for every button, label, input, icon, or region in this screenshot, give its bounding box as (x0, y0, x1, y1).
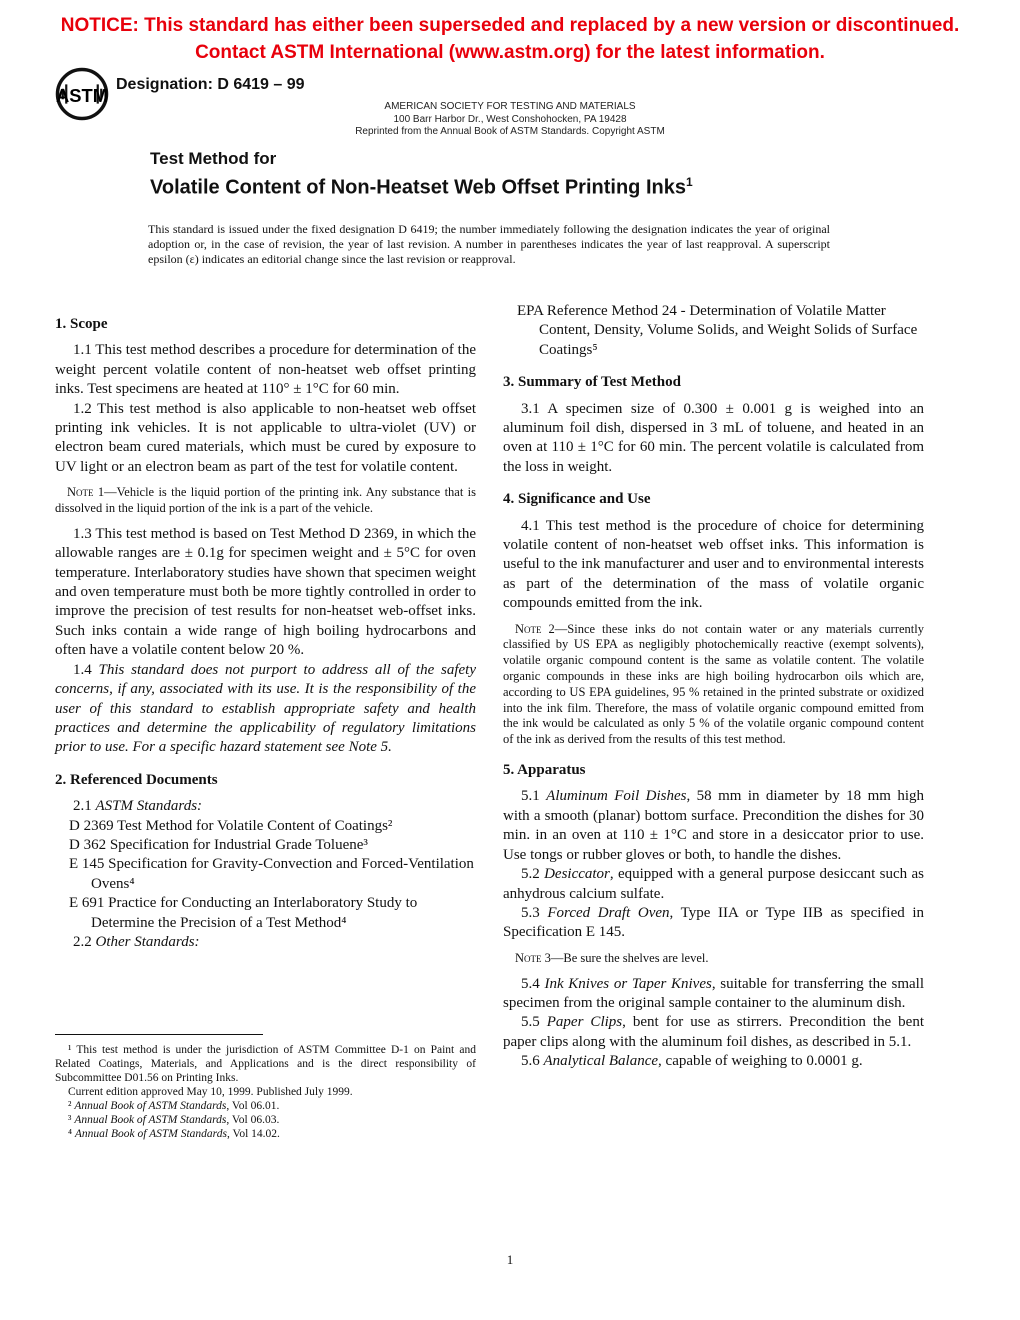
text-run: 1.3 This test method is based on Test Method D 2369, in which the allowable ranges are ± 0.1g for specimen weight and ± 5°C for oven temperature. Interlaboratory studies have shown that specimen weight and oven temperature must both be more tightly controlled in order to improve the precision of test results for non-heatset web-offset inks. Such inks contain a wide range of high boiling hydrocarbons and often have a volatile content below 20 %. (55, 525, 476, 659)
society-address: 100 Barr Harbor Dr., West Conshohocken, PA 19428 (393, 113, 627, 125)
doc-title-text: Volatile Content of Non-Heatset Web Offset Printing Inks (150, 176, 686, 199)
italic-text: Forced Draft Oven (547, 904, 670, 921)
text-run: ⁴ (68, 1128, 75, 1140)
doc-title-line2 (150, 169, 693, 201)
paragraph (55, 341, 476, 399)
text-run: EPA Reference Method 24 - Determination of Volatile Matter Content, Density, Volume Solids, and Weight Solids of Surface Coatings⁵ (517, 303, 918, 358)
reference-item (55, 855, 476, 894)
footnote-list (55, 1043, 476, 1141)
italic-text: Annual Book of ASTM Standards (74, 1128, 227, 1140)
note (55, 485, 476, 517)
text-run: 1. Scope (55, 316, 108, 332)
left-column (55, 302, 476, 952)
italic-text: This standard does not purport to address all of the safety concerns, if any, associated with its use. It is the responsibility of the user of this standard to establish appropriate safety and health practices and determine the applicability of regulatory limitations prior to use. For a specific hazard statement see Note 5. (55, 661, 477, 756)
superseded-notice (0, 12, 1020, 66)
paragraph (503, 400, 924, 478)
text-run: 5.4 (521, 975, 545, 992)
paragraph (503, 865, 924, 904)
text-run: E 691 Practice for Conducting an Interlaboratory Study to Determine the Precision of a Test Method⁴ (69, 895, 418, 931)
text-run: 5. Apparatus (503, 762, 586, 779)
text-run: , Vol 14.02. (226, 1128, 280, 1140)
footnote (55, 1127, 476, 1141)
section-heading (55, 315, 476, 334)
note-label: Note 3 (515, 950, 551, 965)
text-run: ¹ This test method is under the jurisdiction of ASTM Committee D-1 on Paint and Related Coatings, Materials, and Applications and is the direct responsibility of Subcommittee D01.56 on Printing Inks. (55, 1044, 476, 1084)
paragraph (503, 1052, 924, 1071)
designation: Designation: D 6419 – 99 (116, 76, 305, 93)
text-run: 5.1 (521, 788, 547, 805)
italic-text: Paper Clips (546, 1014, 623, 1031)
text-run: 5.2 (521, 866, 545, 883)
title-footnote-ref: 1 (685, 175, 693, 189)
text-run: ² (68, 1100, 75, 1112)
text-run: , bent for use as stirrers. Precondition the bent paper clips along with the aluminum foil dishes, as described in 5.1. (503, 1014, 925, 1050)
italic-text: Analytical Balance (543, 1053, 659, 1070)
italic-text: ASTM Standards: (95, 798, 203, 815)
society-name: AMERICAN SOCIETY FOR TESTING AND MATERIALS (384, 101, 636, 112)
reprint-note: Reprinted from the Annual Book of ASTM Standards. Copyright ASTM (355, 126, 665, 137)
reference-item (55, 836, 476, 855)
text-run: —Vehicle is the liquid portion of the printing ink. Any substance that is dissolved in the liquid portion of the ink is a part of the vehicle. (55, 485, 476, 516)
text-run: 4. Significance and Use (503, 491, 651, 508)
paragraph (55, 661, 476, 758)
reference-item (503, 302, 924, 360)
text-run: , 58 mm in diameter by 18 mm high with a smooth (planar) bottom surface. Precondition the dishes for 30 min. in an oven at 110 ± 1°C and store in a desiccator prior to use. Use tongs or rubber gloves or both, to handle the dishes. (503, 788, 925, 863)
text-run: 1.2 This test method is also applicable to non-heatset web offset printing ink vehicles. It is not applicable to ultra-violet (UV) or electron beam cured materials, which must be cured by exposure to UV light or an electron beam as part of the test for volatile content. (55, 400, 476, 475)
text-run: 5.3 (521, 904, 548, 921)
paragraph (503, 517, 924, 614)
italic-text: Desiccator (544, 866, 610, 883)
reference-item (55, 894, 476, 933)
paragraph (503, 975, 924, 1014)
note (503, 622, 924, 748)
text-run: D 362 Specification for Industrial Grade Toluene³ (69, 836, 368, 853)
footnote-rule (55, 1034, 263, 1035)
notice-line2: Contact ASTM International (www.astm.org) for the latest information. (195, 42, 825, 63)
text-run: —Be sure the shelves are level. (550, 950, 709, 965)
right-column (503, 302, 924, 1072)
footnote (55, 1085, 476, 1099)
text-run: 5.5 (521, 1014, 547, 1031)
text-run: 2.1 (73, 798, 96, 815)
notice-line1: NOTICE: This standard has either been superseded and replaced by a new version or discontinued. (60, 15, 960, 36)
italic-text: Other Standards: (95, 933, 200, 950)
subsection-label (55, 933, 476, 952)
text-run: , suitable for transferring the small specimen from the original sample container to the aluminum dish. (503, 975, 925, 1011)
paragraph (503, 1013, 924, 1052)
text-run: 3.1 A specimen size of 0.300 ± 0.001 g is weighed into an aluminum foil dish, dispersed in 3 mL of toluene, and heated in an oven at 110 ± 1°C for 60 min. The percent volatile is calculated from the loss in weight. (503, 400, 924, 475)
text-run: D 2369 Test Method for Volatile Content of Coatings² (69, 817, 393, 834)
footnote-block (55, 1034, 476, 1141)
issued-statement: This standard is issued under the fixed designation D 6419; the number immediately following the designation indicates the year of original adoption or, in the case of revision, the year of last revision. A number in parentheses indicates the year of last reapproval. A superscript epsilon (ε) indicates an editorial change since the last revision or reapproval. (148, 222, 830, 266)
text-run: , Type IIA or Type IIB as specified in Specification E 145. (503, 904, 925, 941)
italic-text: Annual Book of ASTM Standards (74, 1114, 227, 1126)
italic-text: Ink Knives or Taper Knives (544, 975, 712, 992)
paragraph (55, 400, 476, 478)
text-run: 1.1 This test method describes a procedure for determination of the weight percent volatile content of non-heatset web offset printing inks. Test specimens are heated at 110° ± 1°C for 60 min. (55, 342, 476, 398)
subsection-label (55, 797, 476, 816)
italic-text: Annual Book of ASTM Standards (74, 1100, 227, 1112)
text-run: ³ (68, 1114, 75, 1126)
footnote (55, 1043, 476, 1085)
text-run: —Since these inks do not contain water or any materials currently classified by US EPA as negligibly photochemically reactive (exempt solvents), volatile organic compound content is the same as volatile content. The volatile organic compounds in these inks are high boiling hydrocarbon oils which are, according to US EPA guidelines, 95 % retained in the printed substrate or oxidized into the ink film. Therefore, the mass of volatile organic compound emitted from the ink would be calculated as only 5 % of the volatile organic compound content of the ink as derived from the results of this test method. (503, 621, 924, 747)
text-run: E 145 Specification for Gravity-Convection and Forced-Ventilation Ovens⁴ (69, 856, 474, 892)
publisher-block (0, 101, 1020, 139)
text-run: , equipped with a general purpose desiccant such as anhydrous calcium sulfate. (503, 866, 924, 902)
reference-item (55, 817, 476, 836)
text-run: 1.4 (73, 661, 99, 678)
section-heading (503, 490, 924, 509)
note (503, 951, 924, 967)
document-title (150, 148, 693, 201)
text-run: 2.2 (73, 933, 96, 950)
text-run: , capable of weighing to 0.0001 g. (658, 1053, 863, 1070)
text-run: 3. Summary of Test Method (503, 374, 681, 391)
page-number: 1 (506, 1252, 514, 1267)
text-run: Current edition approved May 10, 1999. Published July 1999. (68, 1086, 353, 1098)
text-run: , Vol 06.01. (226, 1100, 280, 1112)
text-run: 5.6 (521, 1053, 544, 1070)
section-heading (55, 771, 476, 790)
note-label: Note 2 (515, 621, 555, 636)
note-label: Note 1 (67, 485, 105, 500)
paragraph (55, 525, 476, 661)
italic-text: Aluminum Foil Dishes (546, 788, 687, 805)
footnote (55, 1099, 476, 1113)
section-heading (503, 761, 924, 780)
doc-title-line1: Test Method for (150, 149, 277, 168)
text-run: , Vol 06.03. (226, 1114, 280, 1126)
paragraph (503, 787, 924, 865)
paragraph (503, 904, 924, 943)
footnote (55, 1113, 476, 1127)
section-heading (503, 373, 924, 392)
astm-logo-text: ASTM (55, 84, 109, 106)
text-run: 4.1 This test method is the procedure of choice for determining volatile content of non-heatset web offset inks. This information is useful to the ink manufacturer and user and to environmental interests as part of the determination of the mass of volatile organic compounds emitted from the ink. (503, 517, 924, 612)
text-run: 2. Referenced Documents (55, 771, 218, 788)
